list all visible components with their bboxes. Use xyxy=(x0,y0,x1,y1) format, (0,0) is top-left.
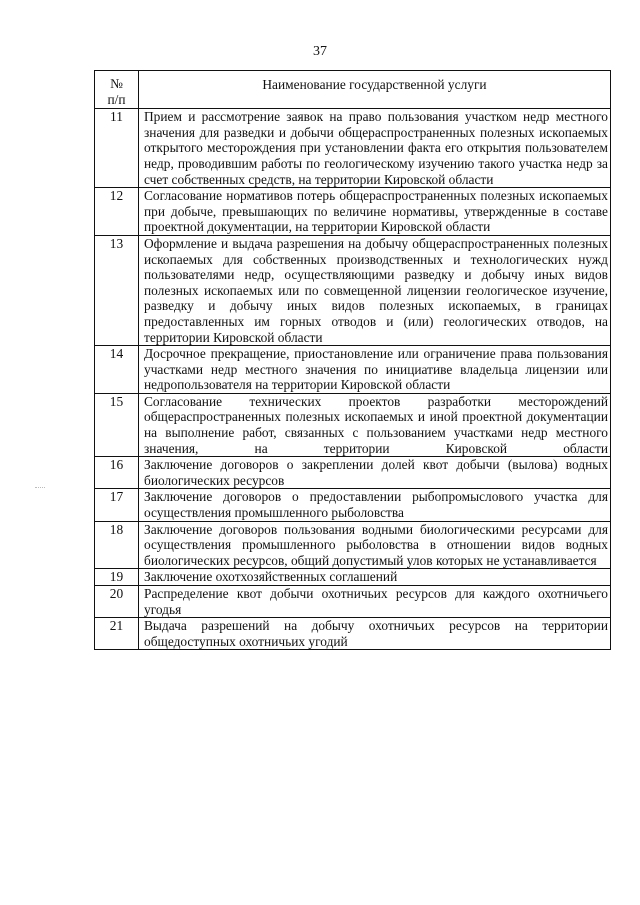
table-row xyxy=(95,521,611,569)
row-number: 11 xyxy=(95,109,139,188)
row-number: 13 xyxy=(95,235,139,345)
row-service-name: Распределение квот добычи охотничьих ресурсов для каждого охотничьего угодья xyxy=(139,586,611,618)
page-number: 37 xyxy=(313,44,327,59)
row-service-name: Заключение договоров пользования водными биологическими ресурсами для осуществления промышленного рыболовства в отношении видов водных биологических ресурсов, общий допустимый улов которых не устанавливается xyxy=(139,521,611,569)
row-service-name: Согласование нормативов потерь общераспространенных полезных ископаемых при добыче, превышающих по величине нормативы, утвержденные в составе проектной документации, на территории Кировской области xyxy=(139,188,611,236)
header-title-cell xyxy=(139,71,611,109)
header-number-abbr: п/п xyxy=(107,91,126,107)
row-number: 17 xyxy=(95,489,139,521)
header-title: Наименование государственной услуги xyxy=(262,77,487,92)
services-table xyxy=(94,70,611,650)
row-number: 20 xyxy=(95,586,139,618)
row-service-name: Заключение договоров о закреплении долей квот добычи (вылова) водных биологических ресурсов xyxy=(139,457,611,489)
table-row xyxy=(95,346,611,394)
table-row xyxy=(95,569,611,586)
header-number-sign: № xyxy=(110,76,123,91)
row-number: 14 xyxy=(95,346,139,394)
row-service-name: Согласование технических проектов разработки месторождений общераспространенных полезных ископаемых и иной проектной документации на выполнение работ, связанных с пользованием участками недр местного значения, на территории Кировской области xyxy=(139,393,611,456)
row-number: 21 xyxy=(95,618,139,650)
row-number: 12 xyxy=(95,188,139,236)
table-row xyxy=(95,393,611,456)
margin-mark xyxy=(35,487,45,488)
row-service-name: Выдача разрешений на добычу охотничьих ресурсов на территории общедоступных охотничьих угодий xyxy=(139,618,611,650)
header-number-cell xyxy=(95,71,139,109)
row-service-name: Прием и рассмотрение заявок на право пользования участком недр местного значения для разведки и добычи общераспространенных полезных ископаемых открытого месторождения при установлении факта его открытия пользователем недр, проводившим работы по геологическому изучению такого участка недр за счет собственных средств, на территории Кировской области xyxy=(139,109,611,188)
row-number: 15 xyxy=(95,393,139,456)
row-number: 18 xyxy=(95,521,139,569)
table-row xyxy=(95,235,611,345)
row-number: 16 xyxy=(95,457,139,489)
table-header-row xyxy=(95,71,611,109)
table-row xyxy=(95,188,611,236)
row-service-name: Досрочное прекращение, приостановление или ограничение права пользования участками недр местного значения по инициативе владельца лицензии или недропользователя на территории Кировской области xyxy=(139,346,611,394)
table-row xyxy=(95,489,611,521)
row-service-name: Заключение охотхозяйственных соглашений xyxy=(139,569,611,586)
table-row xyxy=(95,618,611,650)
table-row xyxy=(95,586,611,618)
table-row xyxy=(95,109,611,188)
row-service-name: Заключение договоров о предоставлении рыбопромыслового участка для осуществления промышленного рыболовства xyxy=(139,489,611,521)
row-service-name: Оформление и выдача разрешения на добычу общераспространенных полезных ископаемых для собственных производственных и технологических нужд пользователями недр, осуществляющими разведку и добычу иных видов полезных ископаемых или по совмещенной лицензии геологическое изучение, разведку и добычу иных видов полезных ископаемых, в границах предоставленных им горных отводов и (или) геологических отводов, на территории Кировской области xyxy=(139,235,611,345)
table-row xyxy=(95,457,611,489)
row-number: 19 xyxy=(95,569,139,586)
